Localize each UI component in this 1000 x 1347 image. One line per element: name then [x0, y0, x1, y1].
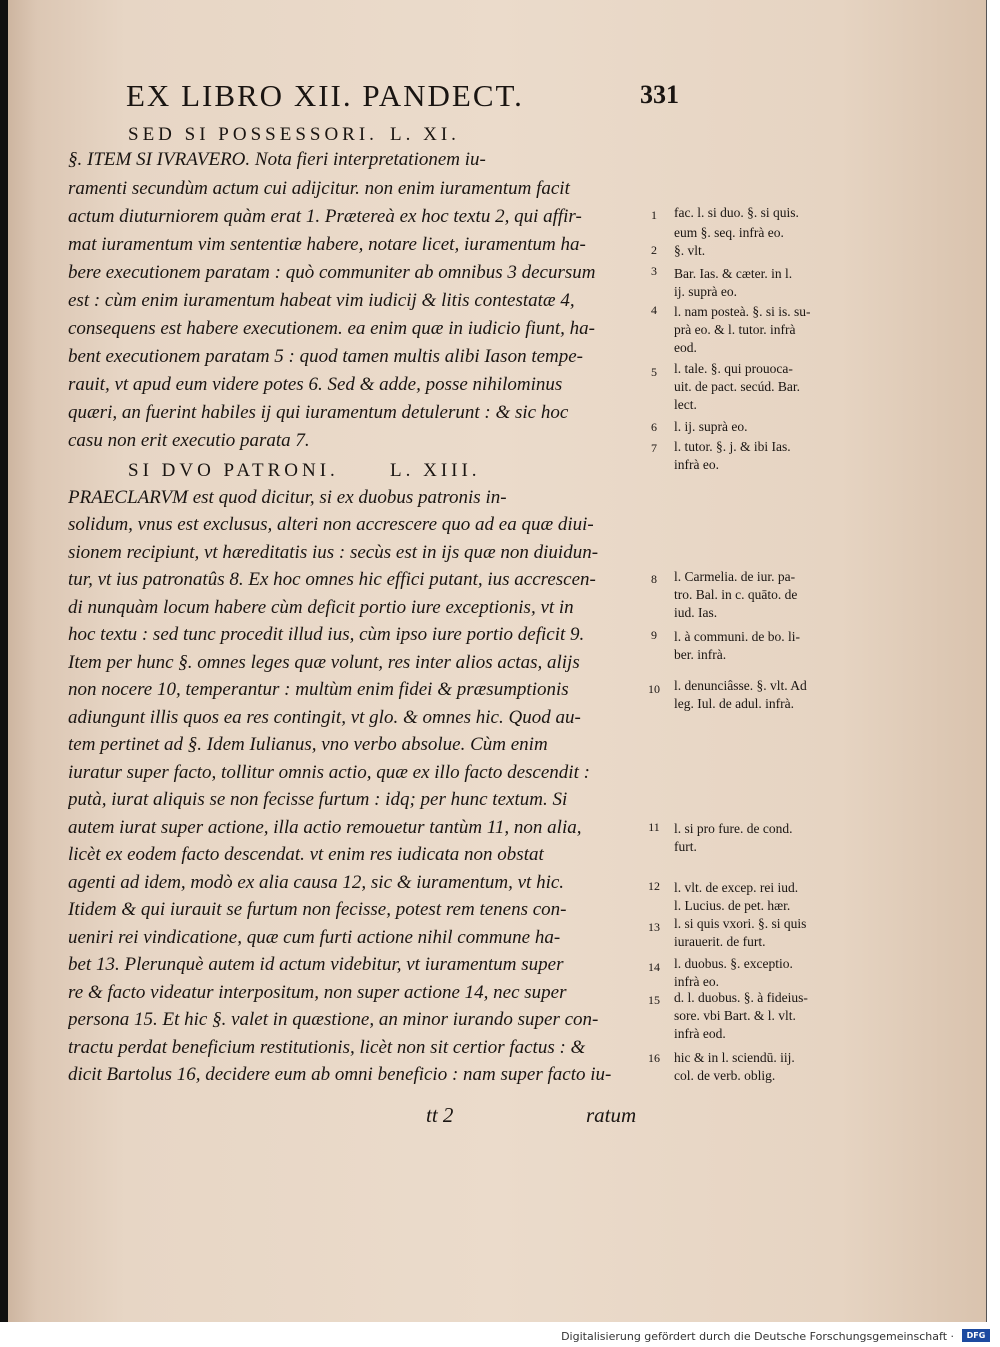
text-line: autem iurat super actione, illa actio remouetur tantùm 11, non alia, — [68, 817, 582, 838]
text-line: agenti ad idem, modò ex alia causa 12, sic & iuramentum, vt hic. — [68, 872, 565, 893]
book-page — [8, 0, 987, 1322]
note-number: 5 — [651, 365, 657, 379]
marginal-note: l. vlt. de excep. rei iud. — [674, 880, 799, 895]
marginal-note: d. l. duobus. §. à fideius- sore. vbi Bart. & l. vlt. infrà eod. — [674, 990, 808, 1041]
text-line: bet 13. Plerunquè autem id actum videbitur, vt iuramentum super — [68, 954, 564, 975]
marginal-note: l. ij. suprà eo. — [674, 419, 748, 434]
note-number: 12 — [648, 879, 660, 893]
running-head: EX LIBRO XII. PANDECT. — [126, 78, 524, 113]
note-number: 13 — [648, 920, 660, 934]
section-law-number: L. XIII. — [390, 460, 481, 481]
note-number: 16 — [648, 1051, 660, 1065]
note-number: 15 — [648, 993, 660, 1007]
text-line: ramenti secundùm actum cui adijcitur. non enim iuramentum facit — [68, 178, 570, 199]
marginal-note: l. denunciâsse. §. vlt. Ad leg. Iul. de adul. infrà. — [674, 678, 807, 711]
text-line: mat iuramentum vim sententiæ habere, notare licet, iuramentum ha- — [68, 234, 586, 255]
marginal-note: fac. l. si duo. §. si quis. — [674, 205, 799, 220]
marginal-note: eum §. seq. infrà eo. §. vlt. — [674, 225, 784, 258]
note-number: 11 — [648, 820, 660, 834]
text-line: re & facto videatur interpositum, non super actione 14, nec super — [68, 982, 567, 1003]
note-number: 6 — [651, 420, 657, 434]
text-line: adiungunt illis quos ea res contingit, vt glo. & omnes hic. Quod au- — [68, 707, 581, 728]
text-line: licèt ex eodem facto descendat. vt enim res iudicata non obstat — [68, 844, 544, 865]
text-line: putà, iurat aliquis se non fecisse furtum : idq; per hunc textum. Si — [68, 789, 568, 810]
note-number: 4 — [651, 303, 657, 317]
note-number: 3 — [651, 264, 657, 278]
text-line: tractu perdat beneficium restitutionis, licèt non sit certior factus : & — [68, 1037, 586, 1058]
text-line: Item per hunc §. omnes leges quæ volunt, res inter alios actas, alijs — [68, 652, 580, 673]
text-line: actum diuturniorem quàm erat 1. Prætereà ex hoc textu 2, qui affir- — [68, 206, 582, 227]
note-number: 7 — [651, 441, 657, 455]
note-number: 9 — [651, 628, 657, 642]
text-line: dicit Bartolus 16, decidere eum ab omni beneficio : nam super facto iu- — [68, 1064, 612, 1085]
marginal-note: l. tutor. §. j. & ibi Ias. infrà eo. — [674, 439, 791, 472]
text-line: tem pertinet ad §. Idem Iulianus, vno verbo absolue. Cùm enim — [68, 734, 548, 755]
text-line: bent executionem paratam 5 : quod tamen multis alibi Iason tempe- — [68, 346, 584, 367]
text-line: tur, vt ius patronatûs 8. Ex hoc omnes hic effici putant, ius accrescen- — [68, 569, 596, 590]
text-line: §. ITEM SI IVRAVERO. Nota fieri interpretationem iu- — [68, 149, 486, 170]
marginal-note: l. Lucius. de pet. hær. l. si quis vxori. §. si quis iurauerit. de furt. — [674, 898, 807, 949]
marginal-note: l. duobus. §. exceptio. infrà eo. — [674, 956, 793, 989]
section-title: SI DVO PATRONI. — [128, 460, 339, 481]
section-heading-patroni — [128, 460, 481, 482]
note-number: 8 — [651, 572, 657, 586]
text-line: Itidem & qui iurauit se furtum non fecisse, potest rem tenens con- — [68, 899, 567, 920]
funding-credit: Digitalisierung gefördert durch die Deutsche Forschungsgemeinschaft · — [561, 1330, 954, 1343]
marginal-note: l. si pro fure. de cond. furt. — [674, 821, 793, 854]
text-line: sionem recipiunt, vt hæreditatis ius : secùs est in ijs quæ non diuidun- — [68, 542, 599, 563]
marginal-note: l. nam posteà. §. si is. su- prà eo. & l. tutor. infrà eod. — [674, 304, 811, 355]
text-line: bere executionem paratam : quò communiter ab omnibus 3 decursum — [68, 262, 596, 283]
catchword: ratum — [586, 1103, 637, 1127]
text-line: hoc textu : sed tunc procedit illud ius, cùm ipso iure portio deficit 9. — [68, 624, 585, 645]
footer-bar — [0, 1322, 1000, 1347]
text-line: persona 15. Et hic §. valet in quæstione, an minor iurando super con- — [68, 1009, 599, 1030]
text-line: solidum, vnus est exclusus, alteri non accrescere quo ad ea quæ diui- — [68, 514, 594, 535]
marginal-note: hic & in l. sciendū. iij. col. de verb. oblig. — [674, 1050, 795, 1083]
note-number: 1 — [651, 208, 657, 222]
text-line: di nunquàm locum habere cùm deficit portio iure exceptionis, vt in — [68, 597, 574, 618]
text-line: quæri, an fuerint habiles ij qui iuramentum detulerunt : & sic hoc — [68, 402, 569, 423]
signature-mark: tt 2 — [426, 1103, 454, 1127]
dfg-logo[interactable]: DFG — [962, 1329, 990, 1342]
text-line: casu non erit executio parata 7. — [68, 430, 310, 451]
note-number: 14 — [648, 960, 660, 974]
folio-number: 331 — [640, 80, 679, 109]
text-line: rauit, vt apud eum videre potes 6. Sed & adde, posse nihilominus — [68, 374, 563, 395]
marginal-note: l. tale. §. qui prouoca- uit. de pact. secúd. Bar. lect. — [674, 361, 800, 412]
text-line: est : cùm enim iuramentum habeat vim iudicij & litis contestatæ 4, — [68, 290, 575, 311]
text-line: consequens est habere executionem. ea enim quæ in iudicio fiunt, ha- — [68, 318, 595, 339]
section-title: SED SI POSSESSORI. — [128, 124, 378, 145]
text-line: PRAECLARVM est quod dicitur, si ex duobus patronis in- — [68, 487, 507, 508]
section-heading-possessori — [128, 124, 460, 146]
marginal-note: l. à communi. de bo. li- ber. infrà. — [674, 629, 800, 662]
text-line: iuratur super facto, tollitur omnis actio, quæ ex illo facto descendit : — [68, 762, 590, 783]
section-law-number: L. XI. — [390, 124, 460, 145]
marginal-note: l. Carmelia. de iur. pa- tro. Bal. in c. quāto. de iud. Ias. — [674, 569, 798, 620]
text-line: ueniri rei vindicatione, quæ cum furti actione nihil commune ha- — [68, 927, 561, 948]
text-line: non nocere 10, temperantur : multùm enim fidei & præsumptionis — [68, 679, 569, 700]
note-number: 2 — [651, 243, 657, 257]
marginal-note: Bar. Ias. & cæter. in l. ij. suprà eo. — [674, 266, 793, 299]
note-number: 10 — [648, 682, 660, 696]
